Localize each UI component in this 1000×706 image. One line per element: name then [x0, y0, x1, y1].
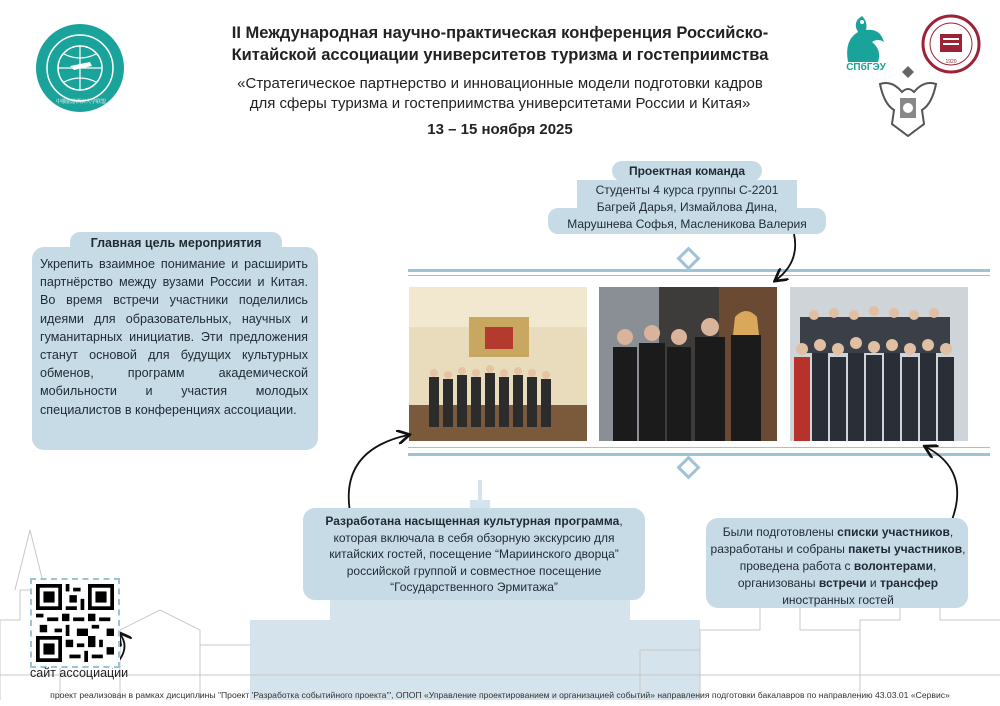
culture-description: , которая включала в себя обзорную экскурсию для китайских гостей, посещение “Мариинского дворца” российской группой и совместное посещение “Государственного Эрмитажа”: [329, 514, 623, 594]
prep-text-2: , разработаны и собраны: [710, 525, 954, 556]
team-line-1: Студенты 4 курса группы С-2201: [595, 183, 779, 197]
association-site-link[interactable]: сайт ассоциации: [30, 666, 129, 680]
preparation-text: [708, 524, 968, 609]
subtitle-line-2: для сферы туризма и гостеприимства университетами России и Китая»: [249, 95, 751, 112]
culture-text: [310, 513, 638, 596]
prep-bold-transfer: трансфер: [879, 576, 939, 590]
team-line-2: Багрей Дарья, Измайлова Дина,: [596, 200, 778, 214]
footer-note: проект реализован в рамках дисциплины "Проект 'Разработка событийного проекта'", ОПОП «Управление проектированием и организацией событий» направления подготовки бакалавров по направлению 43.03.01 «Сервис»: [50, 690, 950, 700]
title-line-2: Китайской ассоциации университетов туризма и гостеприимства: [231, 46, 769, 64]
conference-dates: 13 – 15 ноября 2025: [427, 121, 573, 138]
prep-bold-meetings: встречи: [818, 576, 867, 590]
prep-bold-participant-packs: пакеты участников: [848, 542, 963, 556]
team-heading: Проектная команда: [612, 161, 762, 181]
prep-text-6: иностранных гостей: [782, 593, 894, 607]
title-line-1: II Международная научно-практическая конференция Российско-: [231, 24, 769, 42]
association-logo-caption: 中俄旅游酒店大学联盟: [55, 99, 106, 105]
spbgeu-label: СПбГЭУ: [846, 62, 886, 73]
prep-text-3: , проведена работа с: [739, 542, 966, 573]
goal-heading: Главная цель мероприятия: [70, 232, 282, 254]
team-line-3: Марушнева Софья, Масленикова Валерия: [567, 217, 807, 231]
prep-text-1: Были подготовлены: [722, 525, 838, 539]
prep-text-5: и: [866, 576, 880, 590]
culture-heading: Разработана насыщенная культурная программа: [325, 514, 620, 528]
prep-bold-volunteers: волонтерами: [853, 559, 933, 573]
qr-code[interactable]: [36, 584, 114, 662]
qr-code-frame[interactable]: [30, 578, 120, 668]
prep-bold-participant-lists: списки участников: [837, 525, 950, 539]
goal-text: Укрепить взаимное понимание и расширить партнёрство между вузами России и Китая. Во время встречи участники поделились идеями для образовательных, научных и гуманитарных инициатив. Эти предложения станут основой для будущих культурных обменов, программ академической мобильности и участия молодых специалистов в конференциях ассоциации.: [40, 257, 308, 417]
prep-text-4: , организованы: [737, 559, 937, 590]
seal-year: 1920: [945, 59, 957, 65]
subtitle-line-1: «Стратегическое партнерство и инновационные модели подготовки кадров: [237, 75, 763, 92]
